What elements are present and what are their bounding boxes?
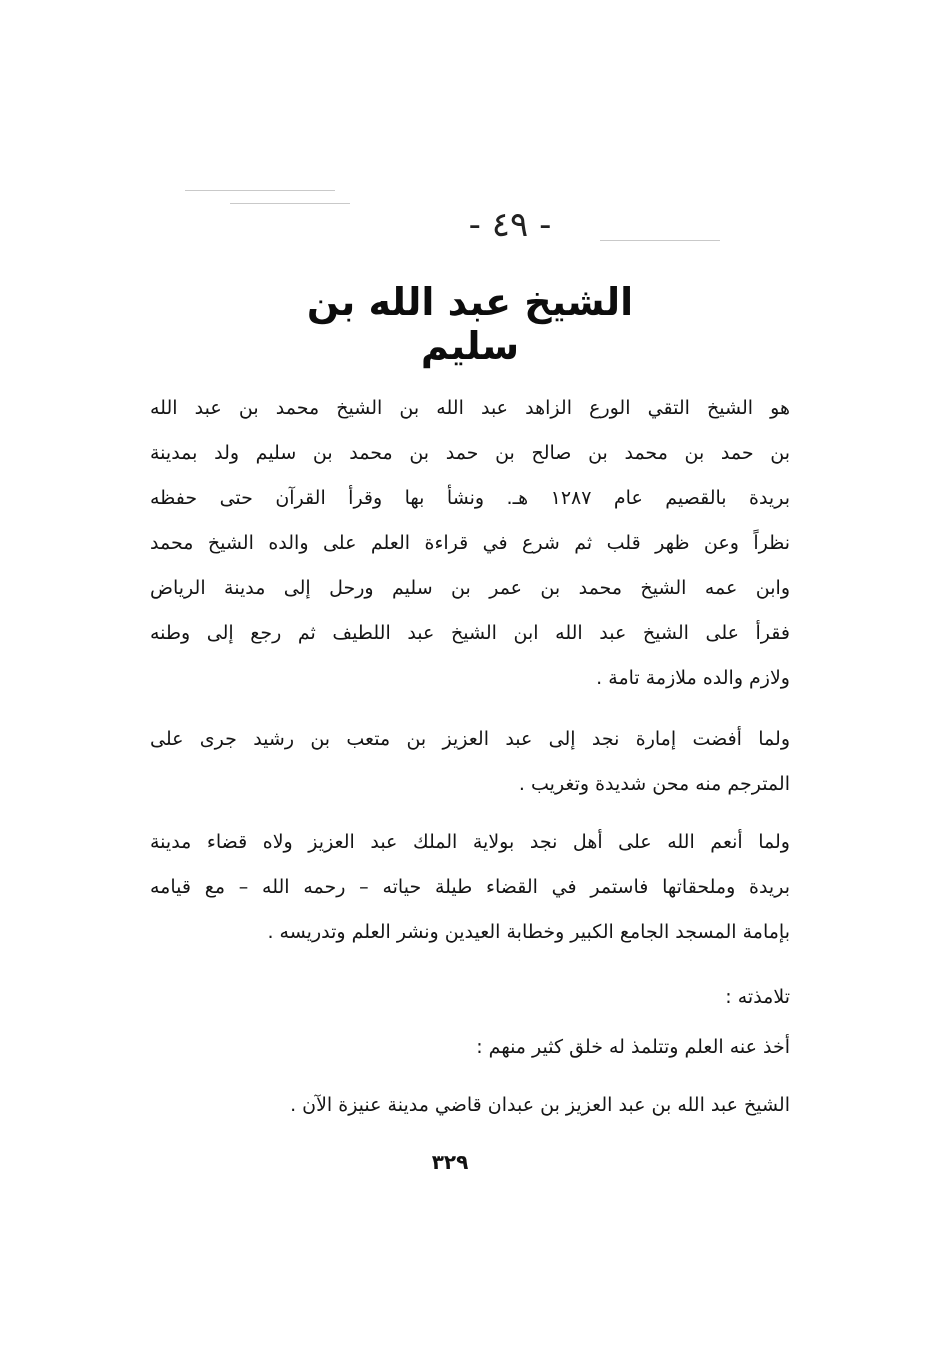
text-line: نظراً وعن ظهر قلب ثم شرع في قراءة العلم على والده الشيخ محمد [150, 532, 790, 554]
text-line: بريدة وملحقاتها فاستمر في القضاء طيلة حياته – رحمه الله – مع قيامه [150, 876, 790, 898]
scan-noise [230, 203, 350, 204]
section-heading-students [150, 975, 790, 1020]
text-line: المترجم منه محن شديدة وتغريب . [518, 773, 790, 795]
text-line: ولما أفضت إمارة نجد إلى عبد العزيز بن متعب بن رشيد جرى على [150, 728, 790, 750]
paragraph-student-entry [150, 1083, 790, 1128]
text-line: بريدة بالقصيم عام ١٢٨٧ هـ. ونشأ بها وقرأ القرآن حتى حفظه [150, 487, 790, 509]
text-line: ولما أنعم الله على أهل نجد بولاية الملك عبد العزيز ولاه قضاء مدينة [150, 831, 790, 853]
text-line: تلامذته : [725, 986, 790, 1008]
paragraph-emirate [150, 717, 790, 807]
scan-noise [600, 240, 720, 241]
paragraph-judiciary [150, 820, 790, 955]
text-line: الشيخ عبد الله بن عبد العزيز بن عبدان قاضي مدينة عنيزة الآن . [290, 1094, 790, 1116]
text-line: وابن عمه الشيخ محمد بن عمر بن سليم ورحل إلى مدينة الرياض [150, 577, 790, 599]
text-line: بإمامة المسجد الجامع الكبير وخطابة العيدين ونشر العلم وتدريسه . [267, 921, 790, 943]
text-line: أخذ عنه العلم وتتلمذ له خلق كثير منهم : [476, 1036, 790, 1058]
paragraph-students-intro [150, 1025, 790, 1070]
text-line: هو الشيخ التقي الورع الزاهد عبد الله بن الشيخ محمد بن عبد الله [150, 397, 790, 419]
page-number: ٣٢٩ [431, 1150, 469, 1174]
text-line: ولازم والده ملازمة تامة . [596, 667, 790, 689]
handwritten-page-number: - ٤٩ - [468, 205, 552, 245]
scan-noise [185, 190, 335, 191]
page-title: الشيخ عبد الله بن سليم [306, 280, 634, 368]
text-line: بن حمد بن محمد بن صالح بن حمد بن محمد بن سليم ولد بمدينة [150, 442, 790, 464]
text-line: فقرأ على الشيخ عبد الله ابن الشيخ عبد اللطيف ثم رجع إلى وطنه [150, 622, 790, 644]
paragraph-biography [150, 386, 790, 701]
